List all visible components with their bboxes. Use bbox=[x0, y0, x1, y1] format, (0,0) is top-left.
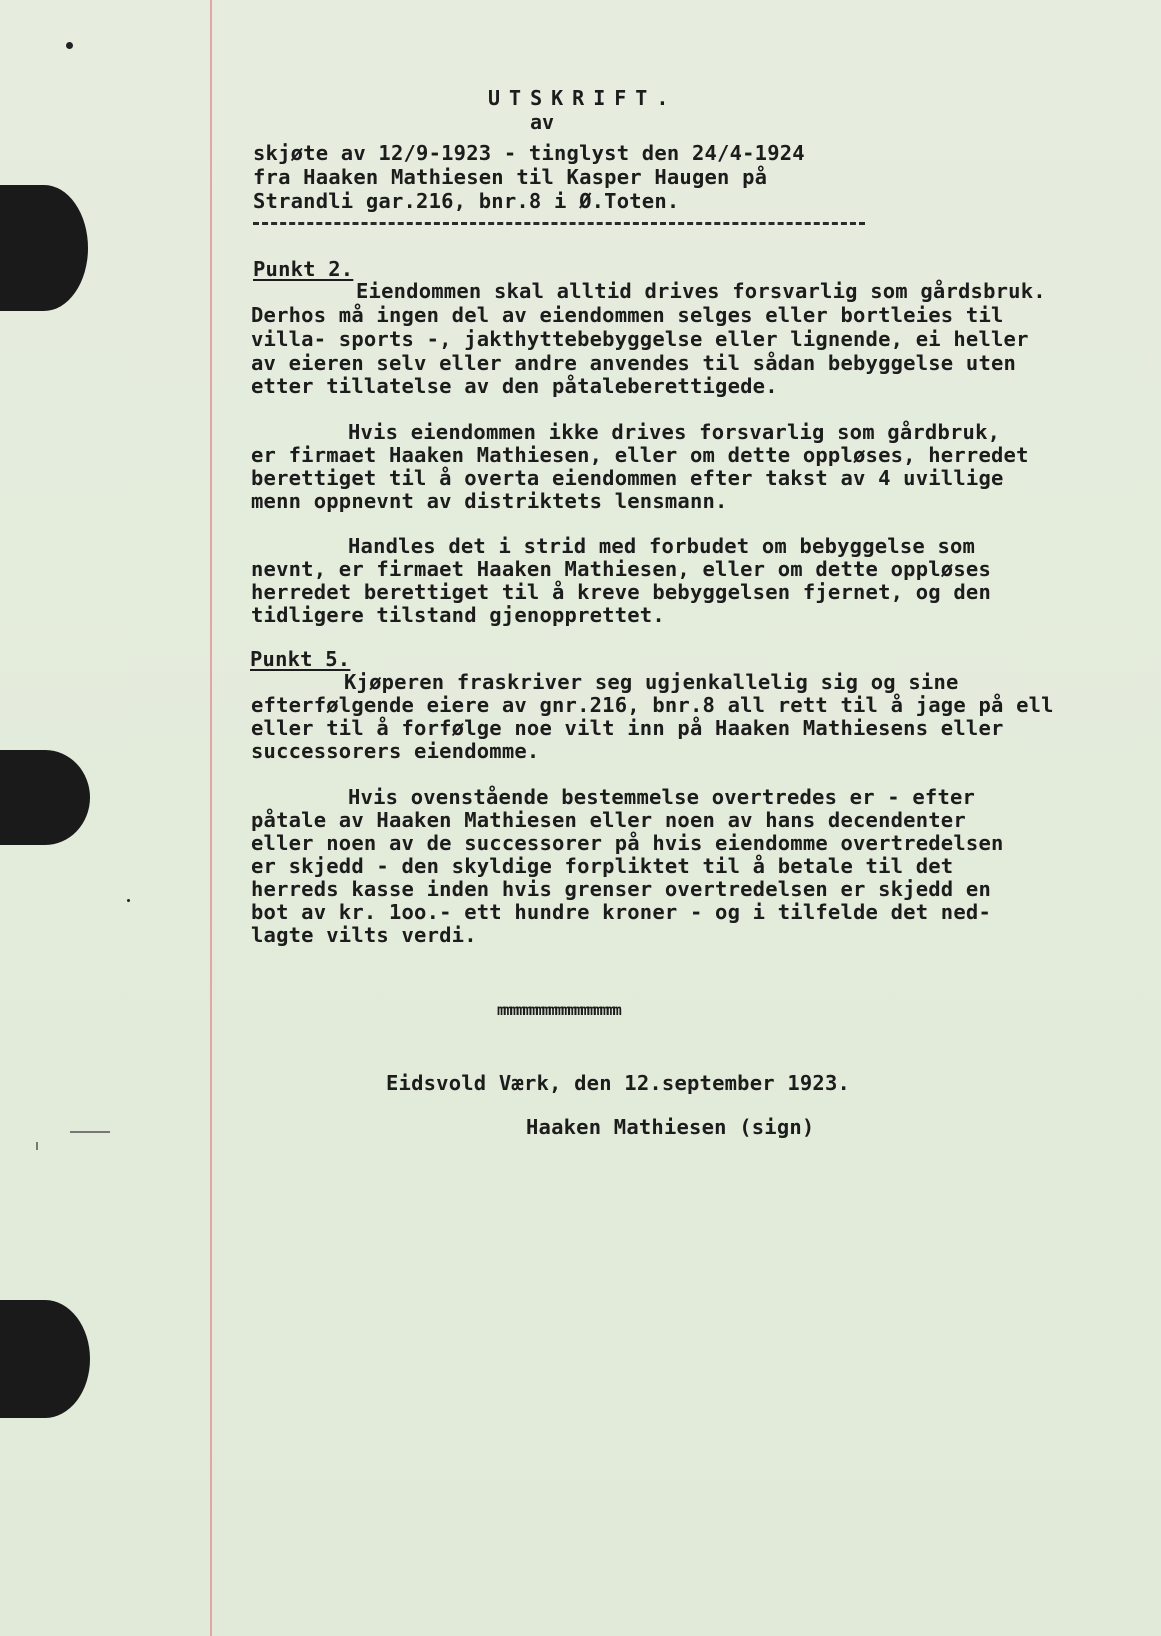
punkt-2-line: berettiget til å overta eiendommen efter takst av 4 uvillige bbox=[251, 466, 1004, 490]
punkt-2-line: Eiendommen skal alltid drives forsvarlig som gårdsbruk. bbox=[356, 279, 1046, 303]
punkt-2-line: menn oppnevnt av distriktets lensmann. bbox=[251, 489, 728, 513]
punkt-5-line: successorers eiendomme. bbox=[251, 739, 540, 763]
punkt-2-line: Hvis eiendommen ikke drives forsvarlig som gårdbruk, bbox=[348, 420, 1001, 444]
page-speck bbox=[127, 899, 130, 902]
intro-line: Strandli gar.216, bnr.8 i Ø.Toten. bbox=[253, 189, 680, 213]
punkt-2-line: nevnt, er firmaet Haaken Mathiesen, eller om dette oppløses bbox=[251, 557, 991, 581]
punkt-2-line: Derhos må ingen del av eiendommen selges eller bortleies til bbox=[251, 303, 1004, 327]
separator-rule: mmmmmmmmmmmmmmmmmmm bbox=[497, 1001, 620, 1019]
place-date: Eidsvold Værk, den 12.september 1923. bbox=[386, 1071, 851, 1095]
punkt-2-line: etter tillatelse av den påtaleberettigede. bbox=[251, 374, 778, 398]
punkt-5-line: bot av kr. 1oo.- ett hundre kroner - og i tilfelde det ned- bbox=[251, 900, 991, 924]
punch-hole bbox=[0, 1300, 90, 1418]
punkt-2-line: Handles det i strid med forbudet om bebyggelse som bbox=[348, 534, 976, 558]
punkt-2-line: tidligere tilstand gjenopprettet. bbox=[251, 603, 665, 627]
document-heading: UTSKRIFT. bbox=[488, 86, 678, 110]
punkt-5-label: Punkt 5. bbox=[250, 647, 351, 671]
margin-rule bbox=[210, 0, 212, 1636]
punkt-5-line: påtale av Haaken Mathiesen eller noen av hans decendenter bbox=[251, 808, 966, 832]
page-mark bbox=[70, 1131, 110, 1133]
punch-hole bbox=[0, 185, 88, 311]
punkt-2-line: herredet berettiget til å kreve bebyggelsen fjernet, og den bbox=[251, 580, 991, 604]
punch-hole bbox=[0, 750, 90, 845]
intro-line: fra Haaken Mathiesen til Kasper Haugen på bbox=[253, 165, 768, 189]
intro-underline bbox=[253, 222, 865, 225]
punkt-5-line: herreds kasse inden hvis grenser overtredelsen er skjedd en bbox=[251, 877, 991, 901]
punkt-5-line: Kjøperen fraskriver seg ugjenkallelig sig og sine bbox=[344, 670, 959, 694]
punkt-2-label: Punkt 2. bbox=[253, 257, 354, 281]
page-mark bbox=[36, 1142, 38, 1150]
page-speck bbox=[66, 42, 73, 49]
intro-line: skjøte av 12/9-1923 - tinglyst den 24/4-1924 bbox=[253, 141, 805, 165]
punkt-5-line: eller til å forfølge noe vilt inn på Haaken Mathiesens eller bbox=[251, 716, 1004, 740]
punkt-5-line: lagte vilts verdi. bbox=[251, 923, 477, 947]
punkt-5-line: efterfølgende eiere av gnr.216, bnr.8 all rett til å jage på ell bbox=[251, 693, 1054, 717]
punkt-5-line: Hvis ovenstående bestemmelse overtredes er - efter bbox=[348, 785, 976, 809]
punkt-2-line: er firmaet Haaken Mathiesen, eller om dette oppløses, herredet bbox=[251, 443, 1029, 467]
punkt-2-line: villa- sports -, jakthyttebebyggelse eller lignende, ei heller bbox=[251, 327, 1029, 351]
document-heading-sub: av bbox=[530, 110, 555, 134]
punkt-2-line: av eieren selv eller andre anvendes til sådan bebyggelse uten bbox=[251, 351, 1017, 375]
punkt-5-line: eller noen av de successorer på hvis eiendomme overtredelsen bbox=[251, 831, 1004, 855]
signature: Haaken Mathiesen (sign) bbox=[526, 1115, 815, 1139]
punkt-5-line: er skjedd - den skyldige forpliktet til å betale til det bbox=[251, 854, 954, 878]
